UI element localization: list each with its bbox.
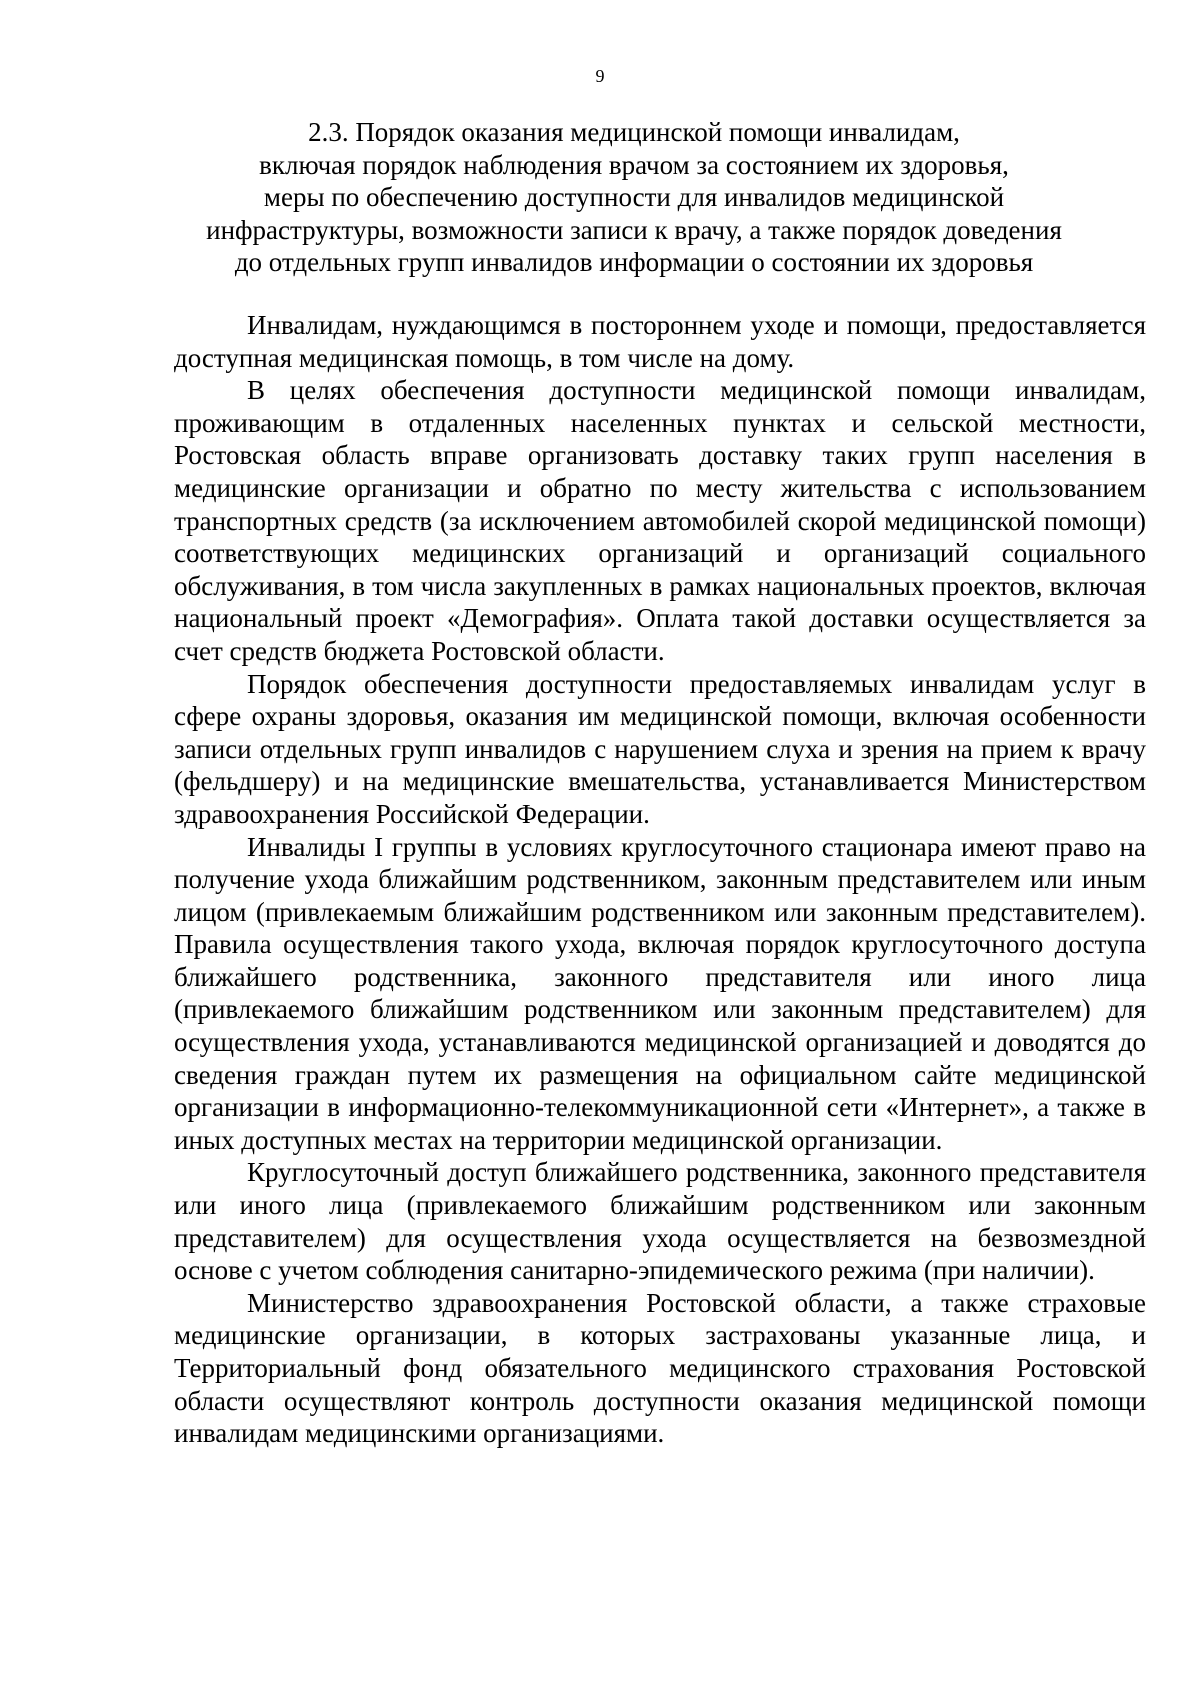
heading-line: инфраструктуры, возможности записи к врачу, а также порядок доведения bbox=[206, 214, 1062, 245]
paragraph-home-care: Инвалидам, нуждающимся в постороннем уходе и помощи, предоставляется доступная медицинская помощь, в том числе на дому. bbox=[174, 310, 1146, 373]
heading-line: до отдельных групп инвалидов информации о состоянии их здоровья bbox=[234, 247, 1034, 278]
page-number: 9 bbox=[595, 66, 605, 86]
section-heading bbox=[176, 116, 1092, 279]
paragraph-transport-delivery: В целях обеспечения доступности медицинской помощи инвалидам, проживающим в отдаленных населенных пунктах и сельской местности, Ростовская область вправе организовать доставку таких групп населения в медицинские организации и обратно по месту жительства с использованием транспортных средств (за исключением автомобилей скорой медицинской помощи) соответствующих медицинских организаций и организаций социального обслуживания, в том числа закупленных в рамках национальных проектов, включая национальный проект «Демография». Оплата такой доставки осуществляется за счет средств бюджета Ростовской области. bbox=[174, 375, 1146, 666]
paragraph-control: Министерство здравоохранения Ростовской области, а также страховые медицинские организации, в которых застрахованы указанные лица, и Территориальный фонд обязательного медицинского страхования Ростовской области осуществляют контроль доступности оказания медицинской помощи инвалидам медицинскими организациями. bbox=[174, 1287, 1146, 1449]
body-text bbox=[174, 309, 1146, 1450]
paragraph-round-the-clock-access: Круглосуточный доступ ближайшего родственника, законного представителя или иного лица (привлекаемого ближайшим родственником или законным представителем) для осуществления ухода осуществляется на безвозмездной основе с учетом соблюдения санитарно-эпидемического режима (при наличии). bbox=[174, 1157, 1146, 1286]
heading-line: включая порядок наблюдения врачом за состоянием их здоровья, bbox=[259, 149, 1009, 180]
paragraph-inpatient-care: Инвалиды I группы в условиях круглосуточного стационара имеют право на получение ухода ближайшим родственником, законным представителем или иным лицом (привлекаемым ближайшим родственником или законным представителем). Правила осуществления такого ухода, включая порядок круглосуточного доступа ближайшего родственника, законного представителя или иного лица (привлекаемого ближайшим родственником или законным представителем) для осуществления ухода, устанавливаются медицинской организацией и доводятся до сведения граждан путем их размещения на официальном сайте медицинской организации в информационно-телекоммуникационной сети «Интернет», а также в иных доступных местах на территории медицинской организации. bbox=[174, 831, 1146, 1155]
heading-line: 2.3. Порядок оказания медицинской помощи инвалидам, bbox=[308, 117, 960, 147]
paragraph-accessibility-procedure: Порядок обеспечения доступности предоставляемых инвалидам услуг в сфере охраны здоровья, оказания им медицинской помощи, включая особенности записи отдельных групп инвалидов с нарушением слуха и зрения на прием к врачу (фельдшеру) и на медицинские вмешательства, устанавливается Министерством здравоохранения Российской Федерации. bbox=[174, 668, 1146, 829]
heading-line: меры по обеспечению доступности для инвалидов медицинской bbox=[263, 182, 1005, 213]
